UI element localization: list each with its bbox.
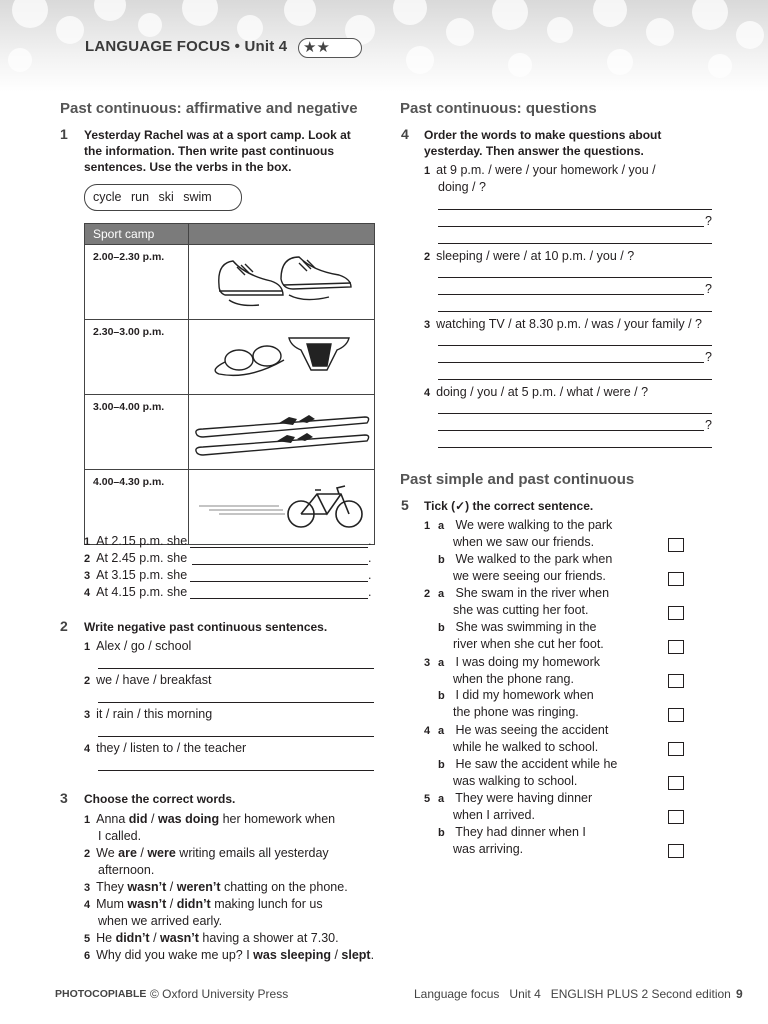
- skis-icon: [189, 395, 374, 464]
- ex5-item-3a: 3 a I was doing my homework: [424, 655, 600, 669]
- answer-line[interactable]: [98, 736, 374, 737]
- ex5-item-2a: 2 a She swam in the river when: [424, 586, 610, 600]
- time-cell: 4.00–4.30 p.m.: [85, 470, 189, 545]
- question-line[interactable]: [438, 362, 704, 363]
- goggles-swimsuit-icon: [189, 320, 374, 389]
- ex5-item-3b: b I did my homework when: [438, 688, 594, 702]
- choice-a[interactable]: wasn’t: [127, 880, 167, 894]
- ex3-item-4: 4 Mum wasn’t / didn’t making lunch for us: [84, 897, 323, 911]
- sport-camp-table: [84, 223, 375, 545]
- ex2-item-1: 1 Alex / go / school: [84, 639, 192, 653]
- ex3-item-3: 3 They wasn’t / weren’t chatting on the phone.: [84, 880, 348, 894]
- skis-picture: [189, 395, 375, 470]
- ex1-item-3: 3 At 3.15 p.m. she: [84, 568, 188, 582]
- answer-line[interactable]: [438, 277, 712, 278]
- answer-line[interactable]: [438, 209, 712, 210]
- tick-box[interactable]: [668, 742, 684, 756]
- exercise-5-instruction: Tick (✓) the correct sentence.: [424, 499, 594, 513]
- answer-line[interactable]: [438, 413, 712, 414]
- photocopiable-label: PHOTOCOPIABLE: [55, 988, 147, 1000]
- answer-line[interactable]: [98, 770, 374, 771]
- exercise-2-number: 2: [60, 618, 68, 634]
- ex2-item-3: 3 it / rain / this morning: [84, 707, 213, 721]
- choice-b[interactable]: were: [147, 846, 176, 860]
- ex5-item-5b: b They had dinner when I: [438, 825, 586, 839]
- choice-b[interactable]: was doing: [157, 812, 220, 826]
- choice-b[interactable]: wasn’t: [160, 931, 199, 945]
- tick-box[interactable]: [668, 810, 684, 824]
- ex3-item-6: 6 Why did you wake me up? I was sleeping / slept.: [84, 948, 375, 962]
- tick-box[interactable]: [668, 708, 684, 722]
- ex1-item-2: 2 At 2.45 p.m. she: [84, 551, 188, 565]
- exercise-4-number: 4: [401, 126, 409, 142]
- exercise-5-number: 5: [401, 497, 409, 513]
- choice-b[interactable]: didn’t: [176, 897, 211, 911]
- answer-line[interactable]: [438, 243, 712, 244]
- section-title-past-simple: Past simple and past continuous: [400, 471, 635, 488]
- question-line[interactable]: [438, 226, 704, 227]
- answer-line[interactable]: [98, 702, 374, 703]
- bicycle-picture: [189, 470, 375, 545]
- answer-line[interactable]: [438, 311, 712, 312]
- ex5-item-4a: 4 a He was seeing the accident: [424, 723, 609, 737]
- ex5-item-1a: 1 a We were walking to the park: [424, 518, 613, 532]
- choice-a[interactable]: did: [128, 812, 148, 826]
- choice-a[interactable]: are: [118, 846, 137, 860]
- choice-a[interactable]: wasn’t: [127, 897, 167, 911]
- ex5-item-5a: 5 a They were having dinner: [424, 791, 593, 805]
- exercise-3-instruction: Choose the correct words.: [84, 792, 236, 806]
- ex2-item-2: 2 we / have / breakfast: [84, 673, 212, 687]
- answer-line[interactable]: [438, 447, 712, 448]
- trainers-picture: [189, 245, 375, 320]
- section-title-affirmative: Past continuous: affirmative and negative: [60, 100, 358, 117]
- tick-box[interactable]: [668, 844, 684, 858]
- exercise-1-number: 1: [60, 126, 68, 142]
- ex5-item-4b: b He saw the accident while he: [438, 757, 618, 771]
- answer-line[interactable]: [438, 345, 712, 346]
- goggles-picture: [189, 320, 375, 395]
- exercise-4-instruction: Order the words to make questions about yesterday. Then answer the questions.: [424, 128, 662, 158]
- answer-line[interactable]: [190, 547, 368, 548]
- ex3-item-5: 5 He didn’t / wasn’t having a shower at 7.30.: [84, 931, 339, 945]
- choice-a[interactable]: was sleeping: [253, 948, 331, 962]
- question-line[interactable]: [438, 430, 704, 431]
- tick-box[interactable]: [668, 572, 684, 586]
- tick-box[interactable]: [668, 776, 684, 790]
- choice-b[interactable]: slept: [341, 948, 371, 962]
- time-cell: 2.00–2.30 p.m.: [85, 245, 189, 320]
- ex5-item-1b: b We walked to the park when: [438, 552, 613, 566]
- page-header: [0, 0, 768, 92]
- exercise-1-instruction: Yesterday Rachel was at a sport camp. Look at the information. Then write past continuous sentences. Use the verbs in the box.: [84, 128, 351, 174]
- answer-line[interactable]: [190, 581, 368, 582]
- question-line[interactable]: [438, 294, 704, 295]
- ex4-item-1: 1 at 9 p.m. / were / your homework / you /: [424, 163, 656, 177]
- trainers-icon: [189, 245, 374, 314]
- tick-box[interactable]: [668, 640, 684, 654]
- tick-box[interactable]: [668, 674, 684, 688]
- tick-box[interactable]: [668, 606, 684, 620]
- ex4-item-4: 4 doing / you / at 5 p.m. / what / were / ?: [424, 385, 649, 399]
- choice-b[interactable]: weren’t: [176, 880, 221, 894]
- footer-book-info: Language focus Unit 4 ENGLISH PLUS 2 Second edition: [414, 987, 731, 1001]
- publisher-text: © Oxford University Press: [150, 987, 289, 1001]
- exercise-2-instruction: Write negative past continuous sentences.: [84, 620, 328, 634]
- ex2-item-4: 4 they / listen to / the teacher: [84, 741, 247, 755]
- ex5-item-2b: b She was swimming in the: [438, 620, 597, 634]
- ex4-item-3: 3 watching TV / at 8.30 p.m. / was / your family / ?: [424, 317, 702, 331]
- choice-a[interactable]: didn’t: [115, 931, 150, 945]
- page-number: 9: [736, 987, 743, 1001]
- tick-box[interactable]: [668, 538, 684, 552]
- unit-title: LANGUAGE FOCUS • Unit 4: [85, 38, 288, 55]
- answer-line[interactable]: [438, 379, 712, 380]
- answer-line[interactable]: [98, 668, 374, 669]
- ex1-item-4: 4 At 4.15 p.m. she: [84, 585, 188, 599]
- ex3-item-2: 2 We are / were writing emails all yesterday: [84, 846, 329, 860]
- table-header: Sport camp: [85, 224, 189, 245]
- difficulty-stars: ★★: [298, 38, 362, 58]
- exercise-3-number: 3: [60, 790, 68, 806]
- section-title-questions: Past continuous: questions: [400, 100, 597, 117]
- time-cell: 3.00–4.00 p.m.: [85, 395, 189, 470]
- answer-line[interactable]: [192, 564, 368, 565]
- ex4-item-2: 2 sleeping / were / at 10 p.m. / you / ?: [424, 249, 635, 263]
- bicycle-icon: [189, 470, 374, 539]
- verb-box: cycle run ski swim: [84, 184, 242, 211]
- ex1-item-1: 1 At 2.15 p.m. she: [84, 534, 188, 548]
- ex3-item-1: 1 Anna did / was doing her homework when: [84, 812, 336, 826]
- answer-line[interactable]: [190, 598, 368, 599]
- time-cell: 2.30–3.00 p.m.: [85, 320, 189, 395]
